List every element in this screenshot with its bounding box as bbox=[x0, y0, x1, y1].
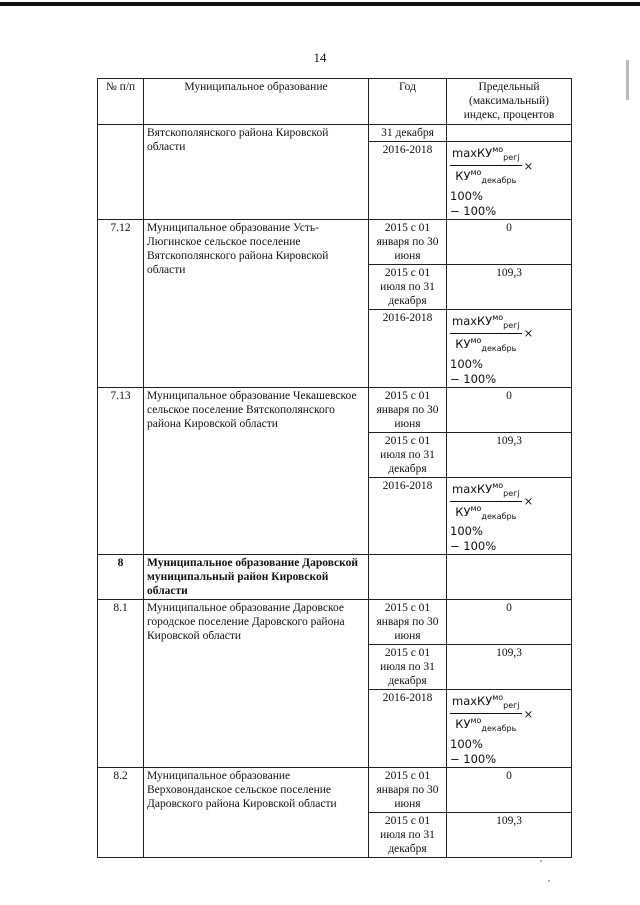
header-num: № п/п bbox=[98, 79, 144, 125]
muni-cell: Муниципальное образование Усть-Люгинское сельское поселение Вятскополянского района Кировской области bbox=[144, 219, 369, 387]
formula-numerator: maxКУ$^{мо}_{регj}$ bbox=[450, 143, 522, 166]
year-cell: 2015 с 01 июля по 31 декабря bbox=[369, 432, 447, 477]
header-muni: Муниципальное образование bbox=[144, 79, 369, 125]
index-value: 0 bbox=[447, 219, 572, 264]
year-cell: 2015 с 01 января по 30 июня bbox=[369, 219, 447, 264]
formula-cell bbox=[447, 690, 572, 768]
table-row bbox=[98, 768, 572, 813]
formula-minus: − 100% bbox=[450, 539, 497, 554]
year-cell: 2016-2018 bbox=[369, 142, 447, 220]
formula-fraction bbox=[450, 311, 522, 356]
year-cell: 2015 с 01 января по 30 июня bbox=[369, 768, 447, 813]
index-value: 109,3 bbox=[447, 645, 572, 690]
formula-numerator: maxКУ$^{мо}_{регj}$ bbox=[450, 691, 522, 714]
formula-fraction bbox=[450, 479, 522, 524]
muni-cell: Муниципальное образование Чекашевское сельское поселение Вятскополянского района Кировской области bbox=[144, 387, 369, 555]
formula-fraction bbox=[450, 143, 522, 188]
header-year: Год bbox=[369, 79, 447, 125]
year-cell: 2016-2018 bbox=[369, 690, 447, 768]
index-value: 0 bbox=[447, 768, 572, 813]
formula-denominator: $КУ^{мо}_{декабрь}$ bbox=[455, 503, 517, 521]
index-value: 0 bbox=[447, 600, 572, 645]
year-cell: 2016-2018 bbox=[369, 477, 447, 555]
year-cell: 2016-2018 bbox=[369, 309, 447, 387]
formula-minus: − 100% bbox=[450, 752, 497, 766]
table-row bbox=[98, 600, 572, 645]
table-row bbox=[98, 219, 572, 264]
muni-cell: Муниципальное образование Даровское городское поселение Даровского района Кировской области bbox=[144, 600, 369, 768]
row-number: 8 bbox=[98, 555, 144, 600]
row-number: 7.12 bbox=[98, 219, 144, 387]
scan-speck bbox=[626, 60, 629, 100]
row-number: 8.2 bbox=[98, 768, 144, 858]
table-header-row bbox=[98, 79, 572, 125]
formula-multiplier: × 100% bbox=[450, 158, 534, 203]
formula-multiplier: × 100% bbox=[450, 326, 534, 371]
index-value: 0 bbox=[447, 387, 572, 432]
formula-numerator: maxКУ$^{мо}_{регj}$ bbox=[450, 311, 522, 334]
page-number: 14 bbox=[313, 50, 327, 65]
formula-minus: − 100% bbox=[450, 203, 497, 218]
muni-cell: Муниципальное образование Верховонданское сельское поселение Даровского района Кировской области bbox=[144, 768, 369, 858]
formula-minus: − 100% bbox=[450, 371, 497, 386]
muni-cell: Вятскополянского района Кировской области bbox=[144, 125, 369, 220]
year-cell: 31 декабря bbox=[369, 125, 447, 142]
formula-cell bbox=[447, 309, 572, 387]
header-index: Предельный (максимальный) индекс, процентов bbox=[447, 79, 572, 125]
top-border-line bbox=[0, 2, 640, 6]
year-cell: 2015 с 01 июля по 31 декабря bbox=[369, 264, 447, 309]
formula-denominator: $КУ^{мо}_{декабрь}$ bbox=[455, 335, 517, 353]
formula-multiplier: × 100% bbox=[450, 494, 534, 539]
row-number: 7.13 bbox=[98, 387, 144, 555]
formula-multiplier: × 100% bbox=[450, 706, 534, 751]
formula-cell bbox=[447, 142, 572, 220]
formula-denominator: $КУ^{мо}_{декабрь}$ bbox=[455, 168, 517, 186]
scan-speck bbox=[540, 860, 542, 862]
table-row bbox=[98, 125, 572, 142]
scan-speck bbox=[548, 880, 550, 882]
table-row bbox=[98, 555, 572, 600]
year-cell: 2015 с 01 января по 30 июня bbox=[369, 387, 447, 432]
formula-cell bbox=[447, 477, 572, 555]
formula-fraction bbox=[450, 691, 522, 736]
muni-cell: Муниципальное образование Даровской муниципальный район Кировской области bbox=[144, 555, 369, 600]
formula-denominator: $КУ^{мо}_{декабрь}$ bbox=[455, 716, 517, 734]
year-cell: 2015 с 01 июля по 31 декабря bbox=[369, 645, 447, 690]
index-value: 109,3 bbox=[447, 264, 572, 309]
tariff-index-table bbox=[97, 78, 572, 858]
index-value: 109,3 bbox=[447, 432, 572, 477]
formula-numerator: maxКУ$^{мо}_{регj}$ bbox=[450, 479, 522, 502]
table-row bbox=[98, 387, 572, 432]
year-cell: 2015 с 01 июля по 31 декабря bbox=[369, 813, 447, 858]
index-value: 109,3 bbox=[447, 813, 572, 858]
row-number: 8.1 bbox=[98, 600, 144, 768]
year-cell: 2015 с 01 января по 30 июня bbox=[369, 600, 447, 645]
